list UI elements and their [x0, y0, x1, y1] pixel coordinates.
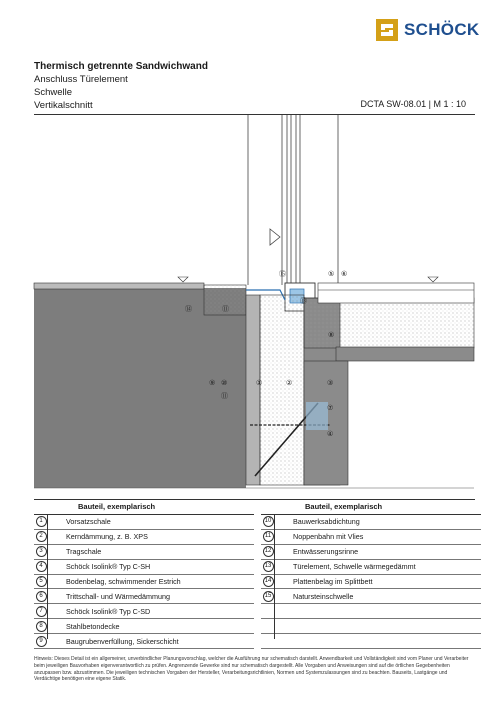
subtitle-line-3: Vertikalschnitt [34, 100, 93, 111]
callout-15: ⑮ [279, 270, 286, 278]
legend-row: 1 Vorsatzschale [34, 515, 254, 530]
backfill-soil [34, 288, 246, 488]
legend-row: 15 Natursteinschwelle [261, 589, 481, 604]
legend-row: 14 Plattenbelag im Splittbett [261, 575, 481, 590]
legend-header-right: Bauteil, exemplarisch [261, 500, 481, 515]
callout-6: ⑥ [341, 270, 348, 278]
legend-table [34, 499, 475, 646]
legend-row: 5 Bodenbelag, schwimmender Estrich [34, 575, 254, 590]
legend-column-right [261, 500, 481, 649]
floor-screed [304, 298, 474, 348]
concrete-slab [336, 347, 474, 361]
legend-row: 2 Kerndämmung, z. B. XPS [34, 530, 254, 545]
legend-row: 13 Türelement, Schwelle wärmegedämmt [261, 560, 481, 575]
facing-shell [246, 295, 263, 485]
callout-4: ④ [327, 430, 334, 438]
legend-row: 12 Entwässerungsrinne [261, 545, 481, 560]
legend-column-left [34, 500, 254, 649]
callout-11-top: ⑪ [222, 305, 229, 313]
legend-row-empty [261, 619, 481, 634]
opening-direction-marker [270, 229, 280, 245]
callout-2: ② [286, 379, 293, 387]
level-marker [428, 277, 438, 282]
legend-row-empty [261, 604, 481, 619]
isolink-plate [306, 402, 328, 430]
legend-header-left: Bauteil, exemplarisch [34, 500, 254, 515]
callout-14: ⑭ [185, 305, 192, 313]
callout-3: ③ [327, 379, 334, 387]
legend-row: 10 Bauwerksabdichtung [261, 515, 481, 530]
callout-11: ⑪ [221, 392, 228, 400]
subtitle-line-2: Schwelle [34, 87, 73, 98]
core-insulation [260, 295, 304, 485]
level-marker [178, 277, 188, 282]
legend-row: 7 Schöck Isolink® Typ C-SD [34, 604, 254, 619]
brand-name: SCHÖCK [404, 20, 480, 39]
callout-13: ⑬ [300, 297, 307, 305]
callout-1: ① [256, 379, 263, 387]
paving-slab [34, 283, 204, 289]
callout-9: ⑨ [209, 379, 216, 387]
legend-row-empty [261, 634, 481, 649]
subtitle-line-1: Anschluss Türelement [34, 74, 128, 85]
callout-7: ⑦ [327, 404, 334, 412]
legend-row: 3 Tragschale [34, 545, 254, 560]
legend-row: 6 Trittschall- und Wärmedämmung [34, 589, 254, 604]
callout-5: ⑤ [328, 270, 335, 278]
legend-row: 11 Noppenbahn mit Vlies [261, 530, 481, 545]
legend-row: 8 Stahlbetondecke [34, 619, 254, 634]
callout-10: ⑩ [221, 379, 228, 387]
document-title: Thermisch getrennte Sandwichwand [34, 61, 208, 72]
disclaimer-note: Hinweis: Dieses Detail ist ein allgemeiner, unverbindlicher Planungsvorschlag, welcher die Ausführung nur schematisch darstellt. Anwendbarkeit und Vollständigkeit sind vom Planer und Verarbeiter beim jeweiligen Bauvorhaben eigenverantwortlich zu prüfen. Angrenzende Gewerke sind nur schematisch dargestellt. Alle Vorgaben und Anweisungen sind auf die örtlichen Gegebenheiten anzupassen bzw. abzustimmen. Die jeweiligen technischen Vorgaben der Hersteller, Verarbeitungsrichtlinien, Normen und Systemzulassungen sind zu beachten. Bauseits, Lastgänge und Verdächtige benötigen eine eigene Statik. [34, 656, 469, 683]
legend-row: 4 Schöck Isolink® Typ C-SH [34, 560, 254, 575]
callout-8: ⑧ [328, 331, 335, 339]
document-reference: DCTA SW-08.01 | M 1 : 10 [360, 99, 466, 109]
legend-row: 9 Baugrubenverfüllung, Sickerschicht [34, 634, 254, 649]
